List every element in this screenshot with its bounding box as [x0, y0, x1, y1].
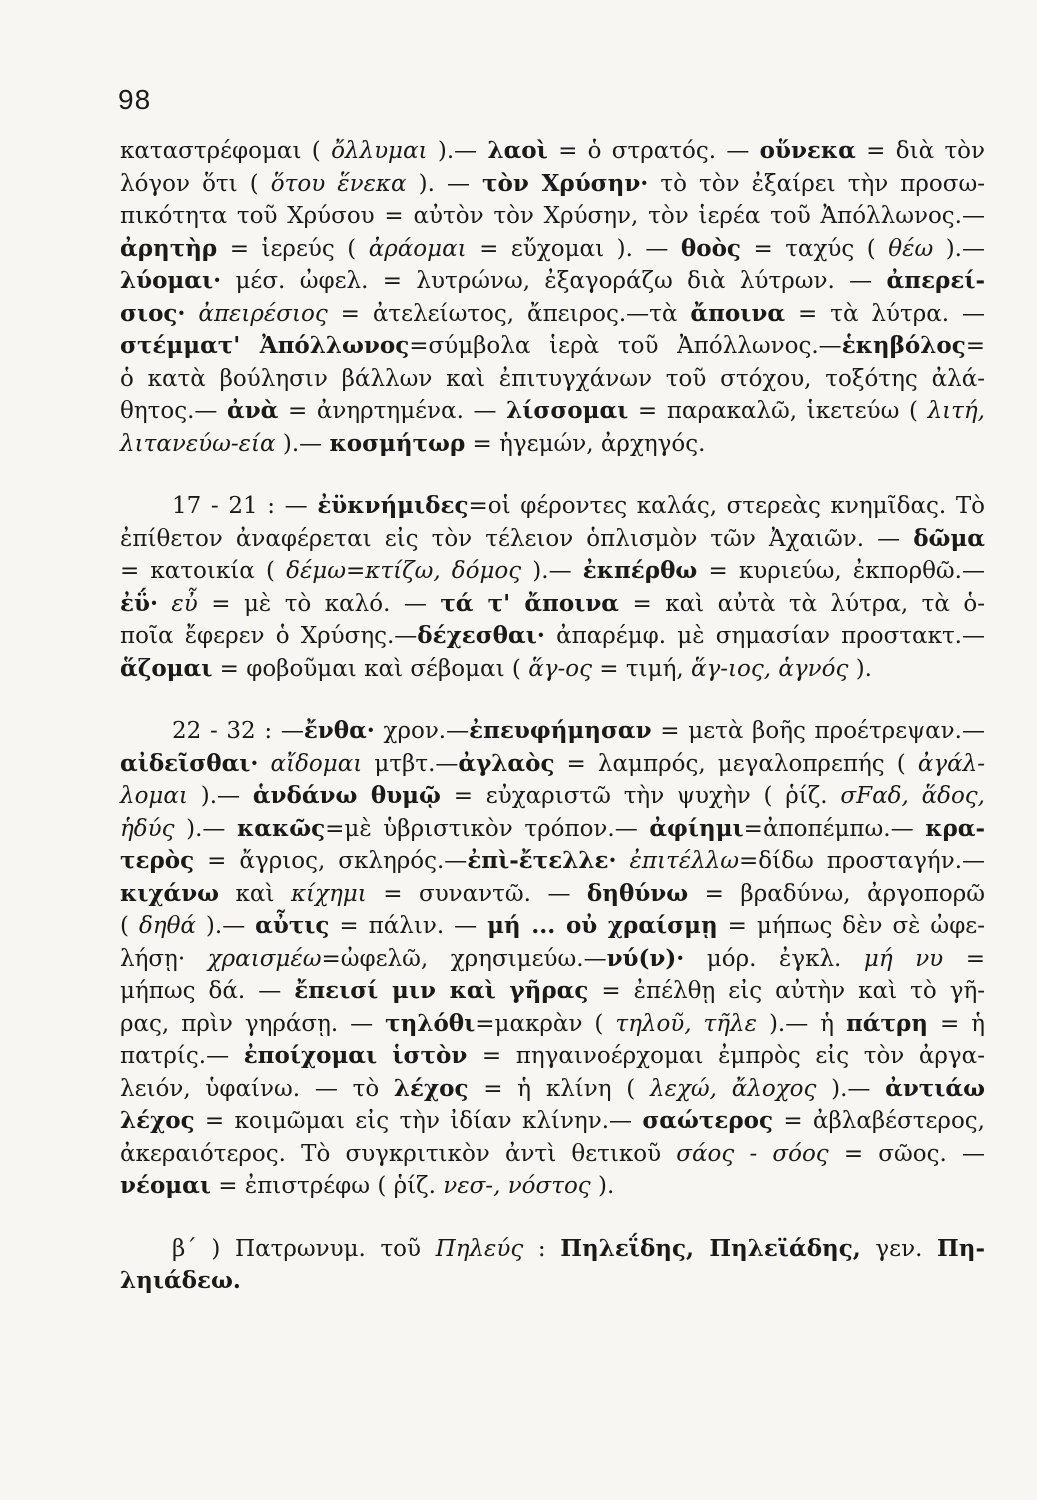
headword: σαώτερος [642, 1107, 773, 1134]
headword: πάτρη [845, 1009, 928, 1037]
text-run: = φοβοῦμαι καὶ σέβομαι ( [212, 655, 529, 682]
etymology-text: λομαι [120, 783, 188, 809]
text-line [120, 1008, 985, 1041]
text-run: = [965, 333, 985, 359]
headword: ἑκηβόλος [841, 332, 966, 359]
etymology-text: χραισμέω [207, 945, 322, 972]
text-run: = ἱερεύς ( [217, 235, 369, 262]
headword: αὖτις [255, 912, 330, 939]
text-line [120, 975, 985, 1008]
text-run: = εὔχομαι ). — [466, 235, 681, 262]
text-run: = παρακαλῶ, ἱκετεύω ( [628, 398, 928, 424]
text-run: ).— [933, 235, 985, 262]
text-run: =οἱ φέροντες καλάς, στερεὰς κνημῖδας. Τὸ [468, 493, 986, 519]
text-run: = μετὰ βοῆς προέτρεψαν.— [651, 718, 985, 744]
headword: σιος· [120, 299, 186, 327]
text-line [120, 168, 985, 201]
text-run: = μήπως δὲν σὲ ὠφε- [717, 913, 985, 939]
headword: νέομαι [120, 1172, 211, 1199]
headword: νύ(ν)· [606, 944, 685, 972]
headword: ληιάδεω. [120, 1267, 241, 1294]
text-run: ). — [406, 170, 483, 197]
text-run: ).— [521, 558, 583, 584]
etymology-text: λιτή, [927, 398, 985, 424]
etymology-text: ἀπειρέσιος [198, 300, 328, 327]
headword: λύομαι· [120, 267, 222, 294]
text-run: = κατοικία ( [120, 558, 287, 584]
text-line [120, 780, 985, 813]
text-line [120, 490, 985, 523]
text-run: = ἡ κλίνη ( [468, 1075, 651, 1102]
headword: δηθύνω [586, 879, 689, 907]
text-line [120, 910, 985, 943]
text-run: μτβτ.— [362, 750, 459, 777]
headword: ἀντιάω [885, 1074, 986, 1102]
text-line [120, 620, 985, 653]
headword: δέχεσθαι· [417, 622, 545, 649]
text-line [120, 813, 985, 846]
text-run: = συναντῶ. — [366, 880, 587, 907]
text-run: λόγον ὅτι ( [120, 170, 271, 197]
etymology-text: ἀράομαι [368, 235, 467, 262]
text-line [120, 265, 985, 298]
text-run: ).— [187, 783, 253, 809]
etymology-text: μή νυ [863, 945, 944, 972]
headword: ἀγλαὸς [458, 749, 555, 777]
text-line [120, 1138, 985, 1171]
headword: κακῶς [237, 814, 326, 842]
headword: ἀπερεί- [886, 267, 985, 294]
etymology-text: δέμω=κτίζω, δόμος [286, 558, 522, 584]
text-run: =μὲ ὑβριστικὸν τρόπον.— [325, 815, 650, 842]
headword: ἐπευφήμησαν [469, 717, 652, 744]
etymology-text: ἡδύς [120, 815, 175, 842]
page-body [120, 135, 985, 1298]
etymology-text: εὖ [171, 590, 198, 617]
headword: λέχος [393, 1074, 469, 1102]
headword: ἔπεισί μιν καὶ γῆρας [294, 977, 589, 1004]
headword: τὸν Χρύσην· [482, 169, 649, 197]
text-run: =ὠφελῶ, χρησιμεύω.— [321, 945, 607, 972]
text-run: μήπως δά. — [120, 978, 295, 1004]
etymology-text: τηλοῦ, τῆλε [615, 1010, 757, 1037]
headword: αἰδεῖσθαι· [120, 749, 259, 777]
text-run: =σύμβολα ἱερὰ τοῦ Ἀπόλλωνος.— [409, 333, 842, 359]
text-run: = ταχύς ( [740, 235, 889, 262]
etymology-text: δηθά [138, 913, 196, 939]
etymology-text: ἐπιτέλλω [629, 848, 739, 874]
text-line [120, 748, 985, 781]
text-run: = ἡγεμών, ἀρχηγός. [465, 430, 706, 457]
text-run: γεν. [860, 1235, 937, 1262]
text-run: = ἀτελείωτος, ἄπειρος.—τὰ [327, 300, 691, 327]
text-run: =δίδω προσταγήν.— [738, 848, 986, 874]
text-line [120, 298, 985, 331]
text-line [120, 363, 985, 396]
headword: ἐποίχομαι ἱστὸν [243, 1042, 468, 1069]
headword: Πη- [937, 1234, 985, 1262]
text-run: ποῖα ἔφερεν ὁ Χρύσης.— [120, 623, 418, 649]
etymology-text: λεχώ, ἄλοχος [650, 1075, 817, 1102]
text-run [258, 751, 270, 777]
text-run: ἐπίθετον ἀναφέρεται εἰς τὸν τέλειον ὁπλισμὸν τῶν Ἀχαιῶν. — [120, 525, 914, 552]
text-run: : [523, 1235, 561, 1262]
page-number: 98 [118, 84, 152, 115]
text-run: = τιμή, [591, 655, 691, 682]
text-run: = ὁ στρατός. — [547, 138, 760, 164]
text-run: = τὰ λύτρα. — [785, 300, 986, 327]
text-line [120, 1170, 985, 1203]
text-line [120, 878, 985, 911]
text-run: = ἐπέλθῃ εἰς αὐτὴν καὶ τὸ γῆ- [588, 978, 986, 1004]
text-line [120, 428, 985, 461]
etymology-text: ἀγάλ- [917, 750, 985, 777]
etymology-text: λιτανεύω-εία [120, 430, 276, 457]
text-run: 22 - 32 : — [172, 718, 304, 744]
text-line [120, 845, 985, 878]
headword: λίσσομαι [506, 397, 629, 424]
etymology-text: ὄλλυμαι [331, 138, 428, 164]
text-run: = [943, 945, 985, 972]
etymology-text: ὅτου ἕνεκα [270, 170, 407, 197]
headword: μή ... οὐ χραίσμῃ [487, 912, 718, 939]
headword: ἔνθα· [303, 717, 375, 744]
headword: Πηλεΐδης, Πηλεϊάδης, [560, 1234, 861, 1262]
glossary-section-1-16 [120, 135, 985, 460]
headword: ἁνδάνω θυμῷ [252, 782, 441, 809]
headword: τηλόθι [385, 1009, 476, 1037]
text-line [120, 1233, 985, 1266]
headword: λαοὶ [487, 137, 548, 164]
text-run: λειόν, ὑφαίνω. — τὸ [120, 1075, 394, 1102]
text-run: πικότητα τοῦ Χρύσου = αὐτὸν τὸν Χρύσην, τὸν ἱερέα τοῦ Ἀπόλλωνος.— [120, 203, 985, 229]
text-run: = καὶ αὐτὰ τὰ λύτρα, τὰ ὁ- [619, 590, 985, 617]
headword: ἐπὶ-ἔτελλε· [467, 847, 617, 874]
headword: τερὸς [120, 847, 195, 874]
text-run: = λαμπρός, μεγαλοπρεπής ( [554, 750, 918, 777]
text-run: θητος.— [120, 398, 228, 424]
text-run [158, 591, 171, 617]
headword: ἀφίημι [649, 814, 744, 842]
text-line [120, 1040, 985, 1073]
text-run: = κυριεύω, ἐκπορθῶ.— [697, 558, 985, 584]
text-line [120, 233, 985, 266]
etymology-text: σFαδ, ἅδος, [840, 783, 985, 809]
text-run: ἀκεραιότερος. Τὸ συγκριτικὸν ἀντὶ θετικοῦ [120, 1140, 677, 1167]
headword: ἐκπέρθω [582, 557, 698, 584]
headword: ἀνὰ [227, 397, 279, 424]
text-run: = διὰ τὸν [855, 138, 986, 164]
headword: λέχος [120, 1107, 195, 1134]
text-run: χρον.— [374, 718, 470, 744]
text-run: ). [590, 1173, 615, 1199]
text-run: ὁ κατὰ βούλησιν βάλλων καὶ ἐπιτυγχάνων τοῦ στόχου, τοξότης ἀλά- [120, 365, 985, 392]
headword: κοσμήτωρ [329, 429, 466, 457]
text-run: = ἄγριος, σκληρός.— [194, 848, 468, 874]
headword: ἐΰ· [120, 589, 158, 617]
glossary-section-22-32 [120, 715, 985, 1203]
text-run: = ἐπιστρέφω ( ῥίζ. [210, 1173, 444, 1199]
headword: δῶμα [913, 524, 985, 552]
text-run: μέσ. ὠφελ. = λυτρώνω, ἐξαγοράζω διὰ λύτρων. — [221, 268, 887, 294]
text-line [120, 395, 985, 428]
patronymic-section [120, 1233, 985, 1298]
text-line [120, 943, 985, 976]
text-run: ).— [427, 138, 488, 164]
headword: τά τ' ἄποινα [440, 589, 619, 617]
text-line [120, 653, 985, 686]
text-run: 17 - 21 : — [172, 493, 318, 519]
text-run: καταστρέφομαι ( [120, 138, 332, 164]
text-run: = εὐχαριστῶ τὴν ψυχὴν ( ῥίζ. [440, 783, 841, 809]
text-run: ).— [195, 913, 256, 939]
headword: ἅζομαι [120, 654, 213, 682]
headword: στέμματ' Ἀπόλλωνος [120, 332, 410, 359]
etymology-text: κίχημι [290, 880, 367, 907]
etymology-text: σάος - σόος [676, 1140, 829, 1167]
text-run: = ἀβλαβέστερος, [773, 1108, 985, 1134]
etymology-text: θέω [888, 235, 934, 262]
text-run: τὸ τὸν ἐξαίρει τὴν προσω- [648, 170, 986, 197]
etymology-text: νεσ-, νόστος [443, 1173, 591, 1199]
headword: κιχάνω [120, 879, 220, 907]
text-run: ρας, πρὶν γηράσῃ. — [120, 1010, 386, 1037]
etymology-text: αἴδομαι [270, 750, 363, 777]
text-line [120, 1265, 985, 1298]
text-line [120, 1105, 985, 1138]
text-run: =μακρὰν ( [475, 1010, 616, 1037]
text-line [120, 1073, 985, 1106]
text-run: β΄ ) Πατρωνυμ. τοῦ [172, 1235, 436, 1262]
text-line [120, 200, 985, 233]
text-run: = ἡ [928, 1010, 985, 1037]
headword: ἐϋκνήμιδες [317, 492, 469, 519]
text-run: = πηγαινοέρχομαι ἐμπρὸς εἰς τὸν ἀργα- [467, 1043, 985, 1069]
text-run: λήσῃ· [120, 945, 208, 972]
text-run: ).— ἡ [756, 1010, 846, 1037]
text-run: ἀπαρέμφ. μὲ σημασίαν προστακτ.— [544, 623, 985, 649]
text-run: = κοιμῶμαι εἰς τὴν ἰδίαν κλίνην.— [194, 1108, 643, 1134]
text-run: ).— [816, 1075, 886, 1102]
text-run: = σῶος. — [828, 1140, 985, 1167]
text-run: =ἀποπέμπω.— [743, 815, 926, 842]
text-line [120, 588, 985, 621]
text-run: ).— [174, 815, 238, 842]
text-run: ).— [275, 430, 330, 457]
headword: κρα- [925, 814, 985, 842]
text-run: = βραδύνω, ἀργοπορῶ [688, 880, 985, 907]
text-line [120, 135, 985, 168]
etymology-text: ἅγ-ος [528, 655, 592, 682]
etymology-text: ἅγ-ιος, ἁγνός [690, 655, 849, 682]
text-run: = ἀνηρτημένα. — [278, 398, 507, 424]
headword: ἄποινα [690, 299, 786, 327]
text-run: καὶ [219, 880, 291, 907]
text-run [185, 301, 198, 327]
text-run: πατρίς.— [120, 1043, 244, 1069]
text-line [120, 555, 985, 588]
headword: θοὸς [680, 234, 741, 262]
glossary-section-17-21 [120, 490, 985, 685]
text-run: = μὲ τὸ καλό. — [197, 590, 441, 617]
headword: οὕνεκα [759, 137, 856, 164]
text-line [120, 330, 985, 363]
headword: ἀρητὴρ [120, 234, 218, 262]
text-run: = πάλιν. — [329, 913, 488, 939]
etymology-text: Πηλεύς [435, 1235, 524, 1262]
text-line [120, 715, 985, 748]
text-run: ( [120, 913, 139, 939]
text-run: μόρ. ἐγκλ. [684, 945, 864, 972]
text-line [120, 523, 985, 556]
text-run: ). [848, 655, 872, 682]
text-run [617, 848, 630, 874]
